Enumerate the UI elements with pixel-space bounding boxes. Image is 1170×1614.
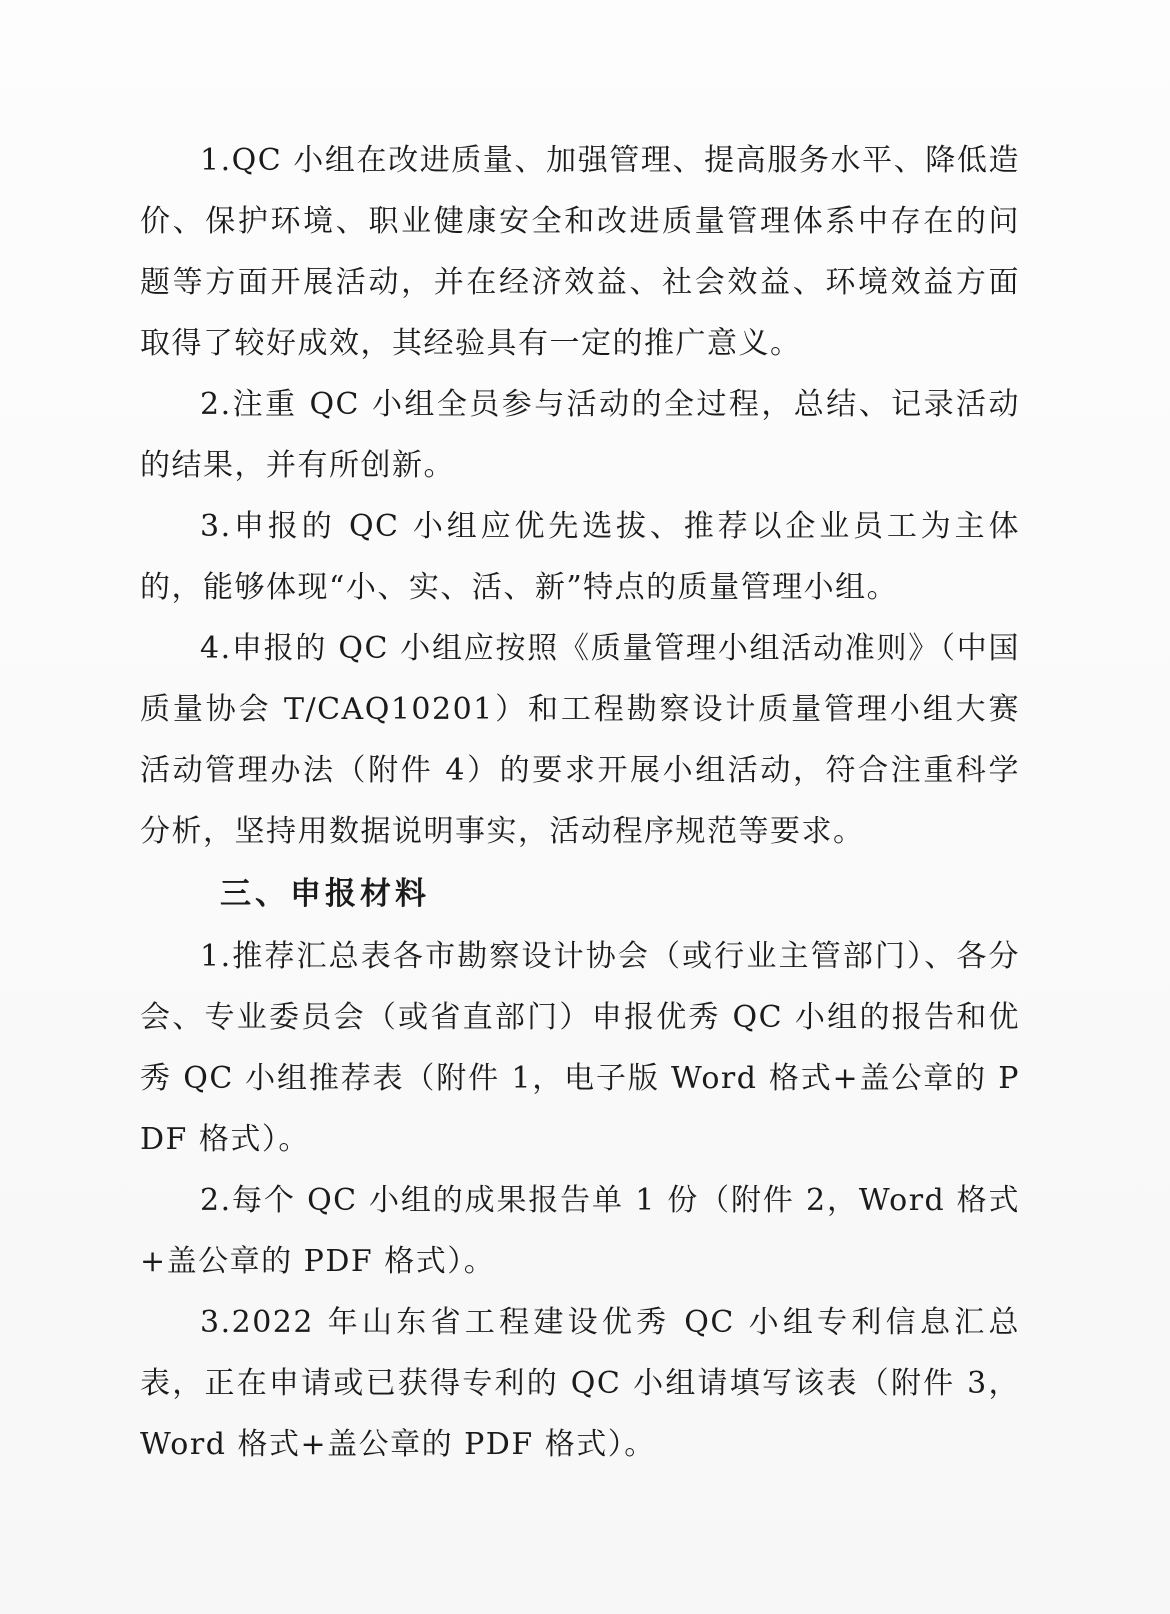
material-paragraph-3: 3.2022 年山东省工程建设优秀 QC 小组专利信息汇总表，正在申请或已获得专利的 QC 小组请填写该表（附件 3，Word 格式+盖公章的 PDF 格式）。 — [140, 1305, 1020, 1462]
requirement-paragraph-4: 4.申报的 QC 小组应按照《质量管理小组活动准则》（中国质量协会 T/CAQ10201）和工程勘察设计质量管理小组大赛活动管理办法（附件 4）的要求开展小组活动，符合注重科学分析，坚持用数据说明事实，活动程序规范等要求。 — [140, 631, 1020, 849]
requirement-paragraph-2: 2.注重 QC 小组全员参与活动的全过程，总结、记录活动的结果，并有所创新。 — [140, 387, 1020, 483]
requirement-paragraph-1: 1.QC 小组在改进质量、加强管理、提高服务水平、降低造价、保护环境、职业健康安全和改进质量管理体系中存在的问题等方面开展活动，并在经济效益、社会效益、环境效益方面取得了较好成效，其经验具有一定的推广意义。 — [140, 143, 1020, 361]
section-heading: 三、申报材料 — [220, 876, 430, 912]
material-paragraph-2: 2.每个 QC 小组的成果报告单 1 份（附件 2，Word 格式+盖公章的 PDF 格式）。 — [140, 1183, 1020, 1279]
requirement-paragraph-3: 3.申报的 QC 小组应优先选拔、推荐以企业员工为主体的，能够体现“小、实、活、新”特点的质量管理小组。 — [140, 509, 1020, 605]
material-paragraph-1: 1.推荐汇总表各市勘察设计协会（或行业主管部门）、各分会、专业委员会（或省直部门）申报优秀 QC 小组的报告和优秀 QC 小组推荐表（附件 1，电子版 Word 格式+盖公章的 PDF 格式）。 — [140, 939, 1020, 1157]
document-body — [140, 130, 1020, 1475]
